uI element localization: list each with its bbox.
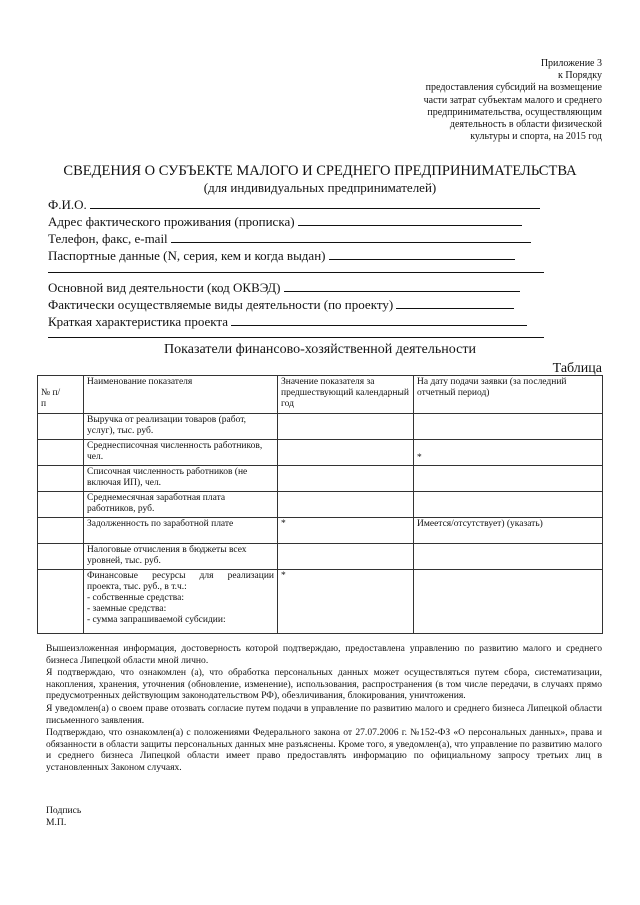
note-paragraph: Я подтверждаю, что ознакомлен (а), что обработка персональных данных может осуществляться путем сбора, систематизации, накопления, хранения, уточнения (обновление, изменение), использования, распространения (в том числе передачи, в случаях прямо предусмотренных действующим законодательством РФ), обезличивания, блокирования, уничтожения.	[46, 667, 602, 702]
header-current: На дату подачи заявки (за последний отчетный период)	[414, 376, 603, 414]
cell-prev[interactable]	[278, 466, 414, 492]
signature-block	[46, 805, 81, 829]
appendix-line: предоставления субсидий на возмещение	[425, 82, 602, 94]
cell-num[interactable]	[38, 440, 84, 466]
table-row	[38, 570, 603, 634]
cell-name: Списочная численность работников (не включая ИП), чел.	[84, 466, 278, 492]
table-row	[38, 414, 603, 440]
project-field[interactable]	[48, 313, 527, 328]
phone-field[interactable]	[48, 230, 531, 245]
address-field[interactable]	[48, 213, 522, 228]
cell-num[interactable]	[38, 414, 84, 440]
appendix-line: культуры и спорта, на 2015 год	[470, 131, 602, 143]
passport-label: Паспортные данные (N, серия, кем и когда выдан)	[48, 248, 326, 263]
cell-name: Среднемесячная заработная плата работников, руб.	[84, 492, 278, 518]
phone-label: Телефон, факс, e-mail	[48, 231, 168, 246]
signature-label: Подпись	[46, 805, 82, 816]
cell-prev[interactable]: *	[278, 570, 414, 634]
activity-label: Основной вид деятельности (код ОКВЭД)	[48, 280, 281, 295]
actual-activities-label: Фактически осуществляемые виды деятельности (по проекту)	[48, 297, 394, 312]
appendix-line: деятельность в области физической	[449, 119, 602, 131]
activity-field[interactable]	[48, 279, 520, 294]
table-row	[38, 518, 603, 544]
table-row	[38, 544, 603, 570]
fio-field[interactable]	[48, 196, 540, 211]
fio-label: Ф.И.О.	[48, 197, 87, 212]
cell-current[interactable]	[414, 492, 603, 518]
table-label: Таблица	[552, 361, 602, 376]
actual-activities-field[interactable]	[48, 296, 514, 311]
cell-num[interactable]	[38, 570, 84, 634]
cell-num[interactable]	[38, 518, 84, 544]
project-underline[interactable]	[231, 313, 527, 326]
consent-notes	[46, 643, 602, 775]
fio-underline[interactable]	[90, 196, 540, 209]
cell-current[interactable]	[414, 414, 603, 440]
appendix-block	[382, 58, 602, 143]
cell-num[interactable]	[38, 466, 84, 492]
passport-extra-line[interactable]	[48, 272, 544, 273]
cell-prev[interactable]	[278, 414, 414, 440]
cell-num[interactable]	[38, 544, 84, 570]
cell-name: Выручка от реализации товаров (работ, услуг), тыс. руб.	[84, 414, 278, 440]
cell-name-sub: - сумма запрашиваемой субсидии:	[87, 615, 226, 625]
appendix-line: к Порядку	[558, 70, 602, 82]
table-row	[38, 440, 603, 466]
header-prev: Значение показателя за предшествующий календарный год	[278, 376, 414, 414]
section-title: Показатели финансово-хозяйственной деятельности	[164, 342, 476, 357]
note-paragraph: Вышеизложенная информация, достоверность которой подтверждаю, предоставлена управлению по развитию малого и среднего бизнеса Липецкой области мной лично.	[46, 643, 602, 666]
document-title: СВЕДЕНИЯ О СУБЪЕКТЕ МАЛОГО И СРЕДНЕГО ПРЕДПРИНИМАТЕЛЬСТВА	[63, 163, 577, 179]
note-paragraph: Я уведомлен(а) о своем праве отозвать согласие путем подачи в управление по развитию малого и среднего бизнеса Липецкой области письменного заявления.	[46, 702, 602, 726]
passport-field[interactable]	[48, 247, 515, 262]
cell-prev[interactable]	[278, 440, 414, 466]
cell-current[interactable]: *	[414, 440, 603, 466]
cell-name-sub: - заемные средства:	[87, 604, 167, 614]
indicators-table	[37, 375, 603, 634]
table-row	[38, 492, 603, 518]
address-label: Адрес фактического проживания (прописка)	[48, 214, 295, 229]
cell-name-sub: - собственные средства:	[87, 593, 184, 603]
header-num: № п/п	[38, 376, 84, 414]
address-underline[interactable]	[298, 213, 522, 226]
appendix-line: предпринимательства, осуществляющим	[427, 106, 602, 118]
note-paragraph: Подтверждаю, что ознакомлен(а) с положениями Федерального закона от 27.07.2006 г. №152-ФЗ «О персональных данных», права и обязанности в области защиты персональных данных мне разъяснены. Кроме того, я уведомлен(а), что управление по развитию малого и среднего бизнеса Липецкой области имеет право предоставлять информацию по официальному запросу третьих лиц в установленных Законом случаях.	[46, 727, 602, 773]
cell-prev[interactable]	[278, 492, 414, 518]
cell-prev[interactable]: *	[278, 518, 414, 544]
project-extra-line[interactable]	[48, 337, 544, 338]
actual-activities-underline[interactable]	[396, 296, 514, 309]
cell-current[interactable]	[414, 544, 603, 570]
cell-current[interactable]	[414, 466, 603, 492]
cell-current[interactable]	[414, 570, 603, 634]
header-name: Наименование показателя	[84, 376, 278, 414]
cell-name: Задолженность по заработной плате	[84, 518, 278, 544]
cell-name	[84, 570, 278, 634]
cell-num[interactable]	[38, 492, 84, 518]
stamp-label: М.П.	[46, 817, 67, 828]
table-header-row	[38, 376, 603, 414]
appendix-line: части затрат субъектам малого и среднего	[423, 94, 602, 106]
cell-current[interactable]: Имеется/отсутствует) (указать)	[414, 518, 603, 544]
document-subtitle: (для индивидуальных предпринимателей)	[203, 180, 437, 195]
cell-name: Налоговые отчисления в бюджеты всех уровней, тыс. руб.	[84, 544, 278, 570]
cell-name: Среднесписочная численность работников, чел.	[84, 440, 278, 466]
table-row	[38, 466, 603, 492]
cell-name-main: Финансовые ресурсы для реализации проекта, тыс. руб., в т.ч.:	[87, 571, 274, 592]
project-label: Краткая характеристика проекта	[48, 314, 229, 329]
phone-underline[interactable]	[171, 230, 531, 243]
cell-prev[interactable]	[278, 544, 414, 570]
passport-underline[interactable]	[329, 247, 515, 260]
activity-underline[interactable]	[284, 279, 520, 292]
appendix-line: Приложение 3	[540, 58, 602, 69]
